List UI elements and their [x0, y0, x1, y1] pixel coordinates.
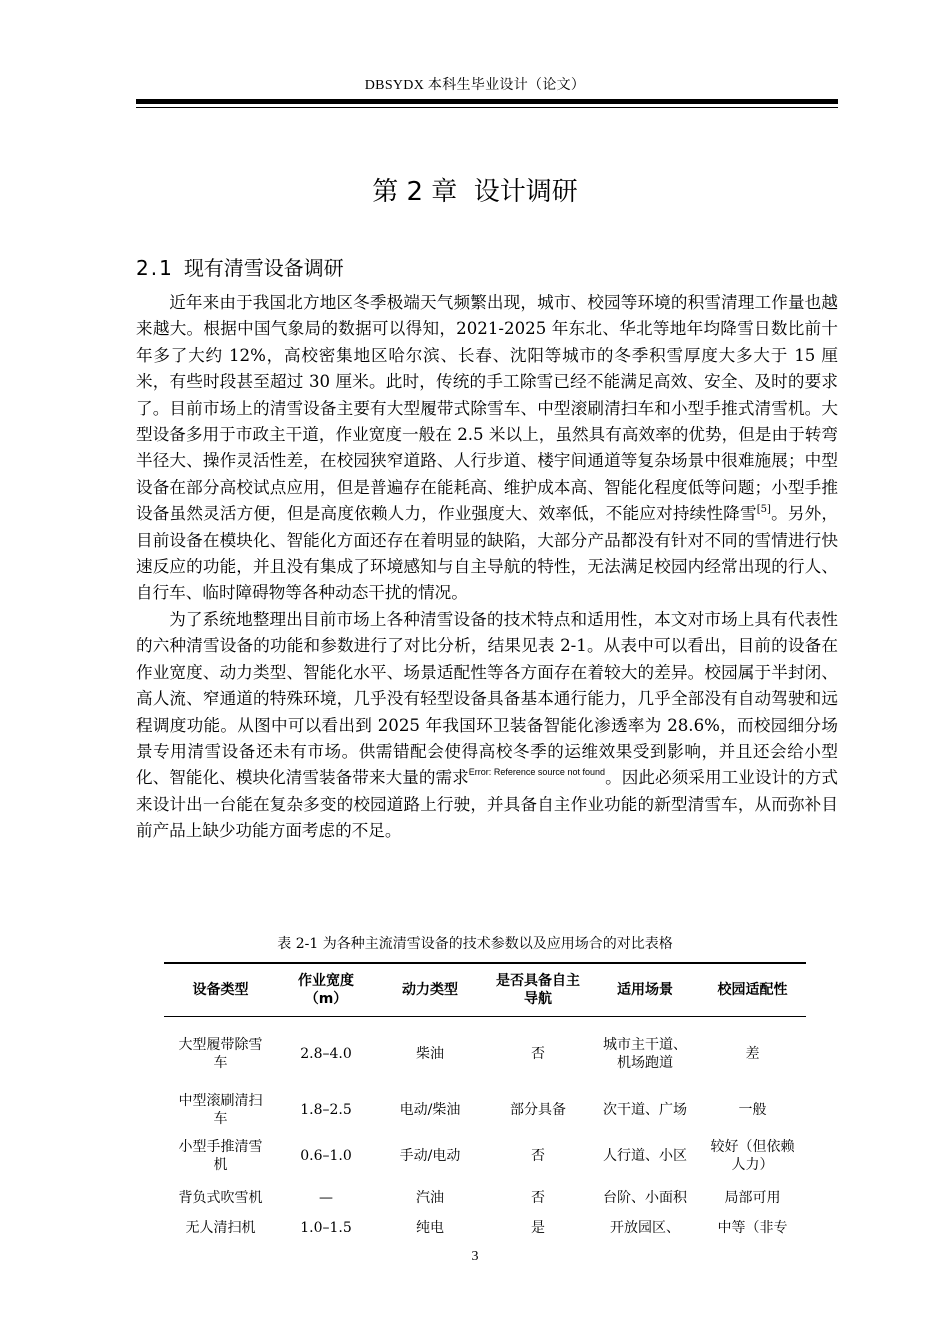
table-cell: 0.6–1.0	[300, 1148, 352, 1164]
table-caption: 表 2-1 为各种主流清雪设备的技术参数以及应用场合的对比表格	[277, 936, 673, 952]
header-rule-thick	[136, 99, 838, 104]
table-cell: 次干道、广场	[603, 1102, 687, 1118]
table-cell: 中型滚刷清扫车	[178, 1093, 263, 1127]
column-header: 设备类型	[192, 982, 249, 998]
table-cell: 开放园区、	[610, 1220, 680, 1236]
column-header: 校园适配性	[717, 982, 788, 998]
table-cell: 柴油	[416, 1046, 444, 1062]
comparison-table-container	[164, 962, 806, 1236]
table-cell: 背负式吹雪机	[178, 1190, 263, 1206]
paragraph	[136, 607, 838, 845]
table-cell: 部分具备	[510, 1102, 566, 1118]
paragraph-text: 。另外，目前设备在模块化、智能化方面还存在着明显的缺陷，大部分产品都没有针对不同的雪情进行快速反应的功能，并且没有集成了环境感知与自主导航的特性，无法满足校园内经常出现的行人、自行车、临时障碍物等各种动态干扰的情况。	[136, 504, 839, 603]
paragraph-text: 为了系统地整理出目前市场上各种清雪设备的技术特点和适用性，本文对市场上具有代表性的六种清雪设备的功能和参数进行了对比分析，结果见表 2-1。从表中可以看出，目前的设备在作业宽度、动力类型、智能化水平、场景适配性等各方面存在着较大的差异。校园属于半封闭、高人流、窄通道的特殊环境，几乎没有轻型设备具备基本通行能力，几乎全部没有自动驾驶和远程调度功能。从图中可以看出到 2025 年我国环卫装备智能化渗透率为 28.6%，而校园细分场景专用清雪设备还未有市场。供需错配会使得高校冬季的运维效果受到影响，并且还会给小型化、智能化、模块化清雪装备带来大量的需求	[136, 609, 838, 788]
table-cell: —	[319, 1190, 333, 1206]
table-cell: 差	[745, 1046, 760, 1062]
chapter-title: 第 2 章 设计调研	[372, 177, 578, 207]
running-header: DBSYDX 本科生毕业设计（论文）	[364, 78, 586, 93]
table-cell: 局部可用	[724, 1190, 781, 1206]
citation-ref[interactable]: [5]	[756, 504, 771, 516]
table-cell: 否	[531, 1190, 545, 1206]
page-number: 3	[471, 1249, 479, 1264]
table-cell: 一般	[738, 1102, 767, 1118]
table-cell: 1.8–2.5	[300, 1102, 352, 1118]
table-cell: 1.0–1.5	[300, 1220, 352, 1236]
table-cell: 台阶、小面积	[603, 1190, 687, 1206]
table-cell: 中等（非专	[717, 1220, 788, 1236]
table-row	[164, 1023, 806, 1085]
table-cell: 汽油	[416, 1190, 444, 1206]
table-cell: 纯电	[416, 1220, 444, 1236]
table-cell: 2.8–4.0	[300, 1046, 352, 1062]
section-title: 现有清雪设备调研	[183, 256, 344, 280]
header-rule-thin	[136, 107, 838, 108]
table-cell: 小型手推清雪机	[178, 1139, 263, 1173]
table-cell: 是	[531, 1220, 545, 1236]
body-text	[136, 290, 838, 845]
paragraph-text: 近年来由于我国北方地区冬季极端天气频繁出现，城市、校园等环境的积雪清理工作量也越来越大。根据中国气象局的数据可以得知，2021-2025 年东北、华北等地年均降雪日数比前十年多了大约 12%，高校密集地区哈尔滨、长春、沈阳等城市的冬季积雪厚度大多大于 15 厘米，有些时段甚至超过 30 厘米。此时，传统的手工除雪已经不能满足高效、安全、及时的要求了。目前市场上的清雪设备主要有大型履带式除雪车、中型滚刷清扫车和小型手推式清雪机。大型设备多用于市政主干道，作业宽度一般在 2.5 米以上，虽然具有高效率的优势，但是由于转弯半径大、操作灵活性差，在校园狭窄道路、人行步道、楼宇间通道等复杂场景中很难施展；中型设备在部分高校试点应用，但是普遍存在能耗高、维护成本高、智能化程度低等问题；小型手推设备虽然灵活方便，但是高度依赖人力，作业强度大、效率低，不能应对持续性降雪	[136, 293, 838, 524]
table-cell: 人行道、小区	[603, 1148, 687, 1164]
table-cell: 无人清扫机	[185, 1220, 256, 1236]
table-cell: 否	[531, 1148, 545, 1164]
column-header: 适用场景	[617, 982, 673, 998]
table-cell: 否	[531, 1046, 545, 1062]
table-cell: 大型履带除雪车	[178, 1037, 263, 1071]
column-header: 作业宽度（m）	[298, 973, 354, 1007]
broken-reference[interactable]: Error: Reference source not found	[468, 767, 606, 778]
table-cell: 较好（但依赖人力）	[710, 1139, 795, 1173]
comparison-table	[164, 962, 806, 1265]
table-cell: 手动/电动	[399, 1148, 461, 1164]
section-number: 2.1	[136, 256, 174, 280]
table-row	[164, 1177, 806, 1219]
column-header: 是否具备自主导航	[496, 973, 580, 1007]
table-cell: 城市主干道、机场跑道	[603, 1037, 687, 1071]
paragraph	[136, 290, 838, 607]
section-heading	[136, 254, 344, 282]
paragraph-text: 。因此必须采用工业设计的方式来设计出一台能在复杂多变的校园道路上行驶，并具备自主作业功能的新型清雪车，从而弥补目前产品上缺少功能方面考虑的不足。	[136, 768, 839, 841]
table-row	[164, 1085, 806, 1135]
column-header: 动力类型	[402, 982, 458, 998]
table-header-row	[164, 963, 806, 1017]
table-row	[164, 1135, 806, 1177]
table-cell: 电动/柴油	[399, 1102, 461, 1118]
